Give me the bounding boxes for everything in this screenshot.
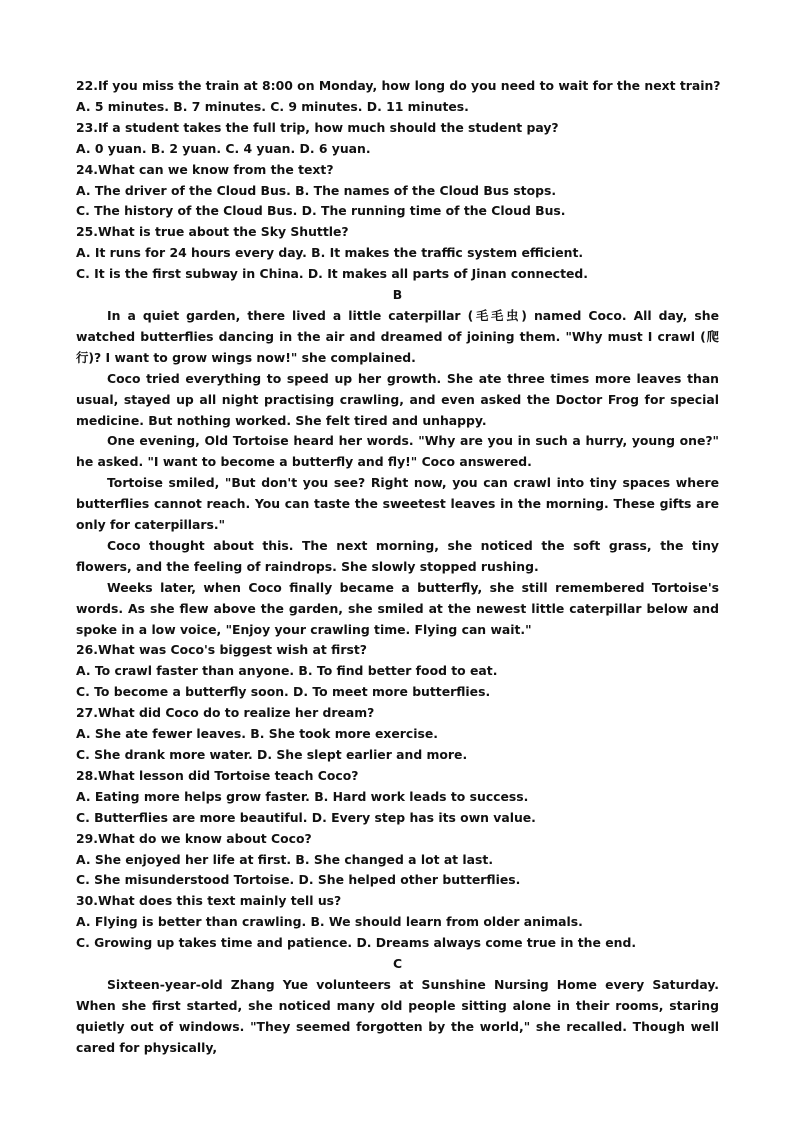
question-text: 30.What does this text mainly tell us? (76, 893, 342, 909)
question-24 (76, 160, 719, 223)
question-options: C. It is the first subway in China. D. It makes all parts of Jinan connected. (76, 266, 588, 282)
question-options: A. 5 minutes. B. 7 minutes. C. 9 minutes. D. 11 minutes. (76, 98, 469, 114)
section-heading-b: B (392, 287, 403, 303)
question-options: A. 0 yuan. B. 2 yuan. C. 4 yuan. D. 6 yuan. (76, 140, 371, 156)
question-text: 23.If a student takes the full trip, how much should the student pay? (76, 119, 559, 135)
section-heading-c: C (392, 956, 403, 972)
question-text: 28.What lesson did Tortoise teach Coco? (76, 767, 359, 783)
passage-paragraph: Tortoise smiled, "But don't you see? Right now, you can crawl into tiny spaces where butterflies cannot reach. You can taste the sweetest leaves in the morning. These gifts are only for caterpillars." (76, 475, 719, 533)
question-26 (76, 640, 719, 703)
passage-paragraph: Weeks later, when Coco finally became a butterfly, she still remembered Tortoise's words. As she flew above the garden, she smiled at the newest little caterpillar below and spoke in a low voice, "Enjoy your crawling time. Flying can wait." (76, 579, 719, 637)
passage-b (76, 306, 719, 641)
question-options: A. She enjoyed her life at first. B. She changed a lot at last. (76, 851, 494, 867)
passage-paragraph: Sixteen-year-old Zhang Yue volunteers at Sunshine Nursing Home every Saturday. When she first started, she noticed many old people sitting alone in their rooms, staring quietly out of windows. "They seemed forgotten by the world," she recalled. Though well cared for physically, (76, 976, 719, 1055)
question-23 (76, 118, 719, 160)
question-30 (76, 891, 719, 954)
question-25 (76, 222, 719, 285)
question-options: C. She misunderstood Tortoise. D. She helped other butterflies. (76, 872, 521, 888)
question-options: C. Growing up takes time and patience. D. Dreams always come true in the end. (76, 935, 637, 951)
question-text: 25.What is true about the Sky Shuttle? (76, 224, 349, 240)
question-text: 24.What can we know from the text? (76, 161, 334, 177)
question-text: 26.What was Coco's biggest wish at first? (76, 642, 367, 658)
passage-paragraph: Coco thought about this. The next morning, she noticed the soft grass, the tiny flowers, and the feeling of raindrops. She slowly stopped rushing. (76, 537, 719, 574)
question-22 (76, 76, 719, 118)
question-options: C. The history of the Cloud Bus. D. The running time of the Cloud Bus. (76, 203, 566, 219)
question-text: 22.If you miss the train at 8:00 on Monday, how long do you need to wait for the next train? (76, 78, 721, 93)
exam-page (76, 76, 719, 1059)
question-options: C. Butterflies are more beautiful. D. Every step has its own value. (76, 809, 536, 825)
question-text: 27.What did Coco do to realize her dream? (76, 705, 375, 721)
question-options: A. Flying is better than crawling. B. We should learn from older animals. (76, 914, 583, 930)
question-28 (76, 766, 719, 829)
question-27 (76, 703, 719, 766)
question-options: A. Eating more helps grow faster. B. Hard work leads to success. (76, 788, 529, 804)
question-options: A. To crawl faster than anyone. B. To find better food to eat. (76, 663, 498, 679)
question-options: A. The driver of the Cloud Bus. B. The names of the Cloud Bus stops. (76, 182, 557, 198)
question-options: A. It runs for 24 hours every day. B. It makes the traffic system efficient. (76, 245, 584, 261)
passage-paragraph: In a quiet garden, there lived a little caterpillar (毛毛虫) named Coco. All day, she watched butterflies dancing in the air and dreamed of joining them. "Why must I crawl (爬行)? I want to grow wings now!" she complained. (76, 307, 719, 365)
passage-c (76, 975, 719, 1059)
question-text: 29.What do we know about Coco? (76, 830, 312, 846)
question-options: A. She ate fewer leaves. B. She took more exercise. (76, 726, 438, 742)
passage-paragraph: One evening, Old Tortoise heard her words. "Why are you in such a hurry, young one?" he asked. "I want to become a butterfly and fly!" Coco answered. (76, 433, 719, 470)
question-29 (76, 829, 719, 892)
question-options: C. She drank more water. D. She slept earlier and more. (76, 747, 468, 762)
passage-paragraph: Coco tried everything to speed up her growth. She ate three times more leaves than usual, stayed up all night practising crawling, and even asked the Doctor Frog for special medicine. But nothing worked. She felt tired and unhappy. (76, 370, 719, 428)
question-options: C. To become a butterfly soon. D. To meet more butterflies. (76, 684, 491, 700)
